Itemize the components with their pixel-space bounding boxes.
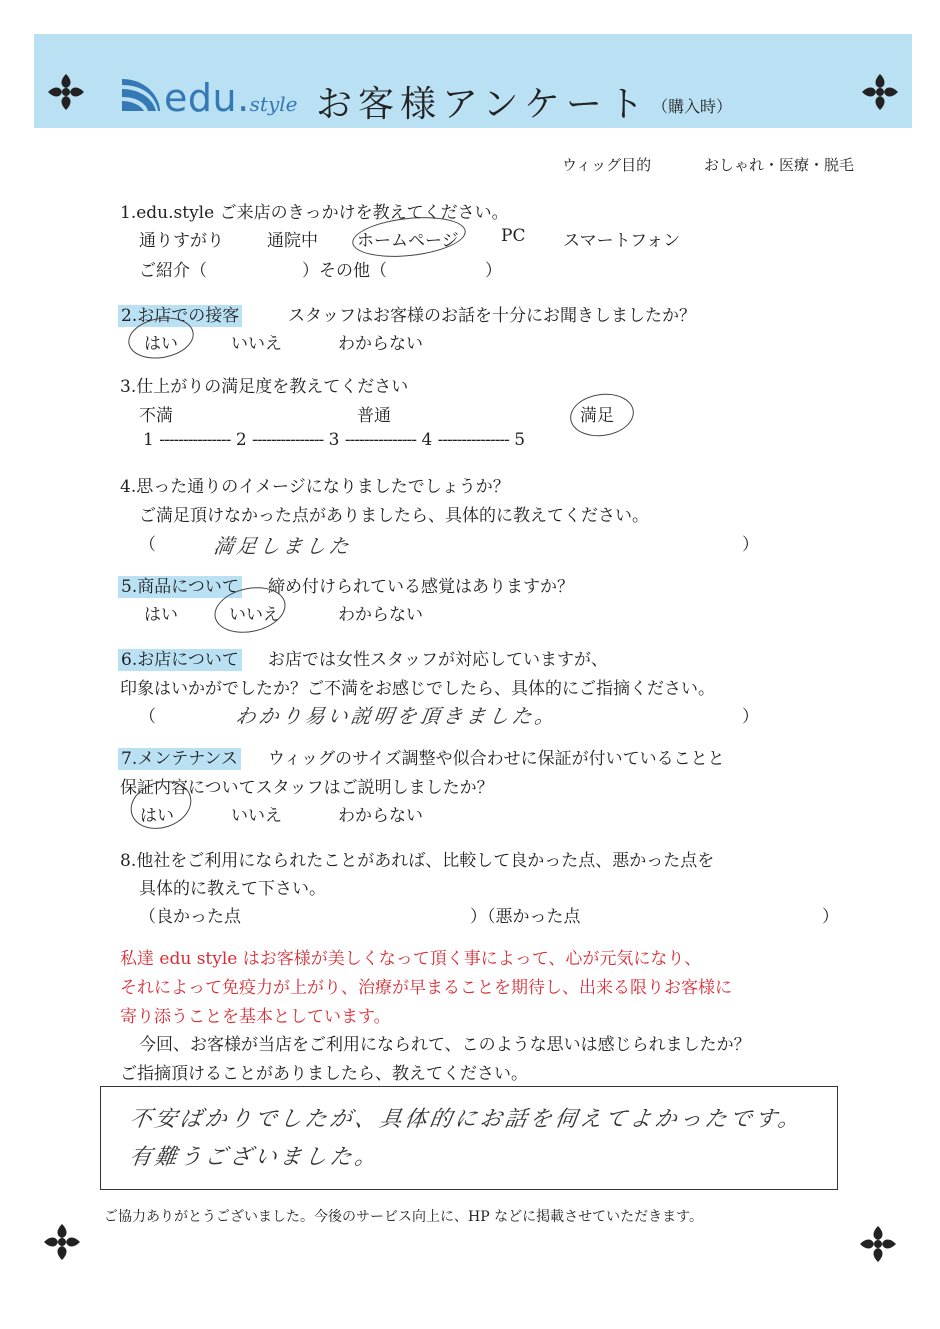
q4-open: （: [139, 535, 156, 555]
q1-referral: ご紹介（: [139, 261, 207, 281]
q2-option-selected[interactable]: はい: [144, 334, 178, 354]
q1-option[interactable]: スマートフォン: [563, 231, 681, 251]
message-question-line: 今回、お客様が当店をご利用になられて、このような思いは感じられましたか？: [139, 1035, 751, 1055]
q3-dashes: ---------------: [252, 430, 324, 450]
q6-sub: 印象はいかがでしたか？ご不満をお感じでしたら、具体的にご指摘ください。: [120, 679, 715, 699]
floral-ornament-icon: [856, 1222, 900, 1266]
free-answer-line: 有難うございました。: [127, 1145, 382, 1170]
q6-answer[interactable]: わかり易い説明を頂きました。: [234, 704, 560, 728]
q5-heading: [118, 572, 242, 597]
q7-heading: [118, 744, 241, 769]
purpose-value: おしゃれ・医療・脱毛: [704, 156, 855, 174]
q4-sub: ご満足頂けなかった点がありましたら、具体的に教えてください。: [139, 506, 649, 526]
q7-question: ウィッグのサイズ調整や似合わせに保証が付いていることと: [268, 749, 725, 769]
q3-selection-circle: [567, 390, 636, 440]
q8-good-label: （良かった点: [139, 907, 241, 927]
q8-bad-label: ）（悪かった点: [470, 907, 581, 927]
q3-dashes: ---------------: [159, 430, 231, 450]
q7-option[interactable]: わからない: [338, 806, 423, 826]
q6-close: ）: [742, 707, 759, 727]
q3-scale-value[interactable]: 2: [235, 430, 247, 450]
q2-heading-text: 2.お店での接客: [118, 305, 242, 327]
q1-other: ）その他（: [302, 261, 387, 281]
q6-open: （: [139, 707, 156, 727]
message-red-line: 私達 edu style はお客様が美しくなって頂く事によって、心が元気になり、: [120, 949, 702, 969]
q6-heading: [118, 645, 242, 670]
q3-label-high: 満足: [580, 406, 614, 426]
q3-scale: [143, 430, 525, 450]
message-question-line: ご指摘頂けることがありましたら、教えてください。: [120, 1064, 528, 1084]
q1-option[interactable]: 通りすがり: [139, 231, 224, 251]
q1-option[interactable]: PC: [501, 226, 526, 246]
q5-question: 締め付けられている感覚はありますか？: [268, 577, 574, 597]
q3-dashes: ---------------: [344, 430, 417, 450]
q4-close: ）: [742, 535, 759, 555]
q7-option[interactable]: いいえ: [231, 806, 282, 826]
q2-option[interactable]: わからない: [338, 334, 423, 354]
footer-text: ご協力ありがとうございました。今後のサービス向上に、HP などに掲載させていただきます。: [104, 1209, 703, 1225]
edu-style-logo-icon: [120, 77, 160, 113]
q8-question: 8.他社をご利用になられたことがあれば、比較して良かった点、悪かった点を: [120, 851, 715, 871]
q5-heading-text: 5.商品について: [118, 576, 242, 598]
q2-question: スタッフはお客様のお話を十分にお聞きしましたか？: [288, 306, 696, 326]
page-title: お客様アンケート: [316, 84, 650, 125]
q4-answer[interactable]: 満足しました: [212, 534, 354, 558]
floral-ornament-icon: [858, 70, 902, 114]
q5-option[interactable]: わからない: [338, 605, 423, 625]
q6-heading-text: 6.お店について: [118, 649, 242, 671]
q7-sub: 保証内容についてスタッフはご説明しましたか？: [120, 778, 494, 798]
page-subtitle: （購入時）: [652, 97, 733, 116]
q2-option[interactable]: いいえ: [231, 334, 282, 354]
q3-scale-value-selected[interactable]: 5: [514, 430, 526, 450]
q1-option[interactable]: 通院中: [267, 231, 318, 251]
q5-option-selected[interactable]: いいえ: [229, 605, 280, 625]
q5-option[interactable]: はい: [144, 605, 178, 625]
q7-option-selected[interactable]: はい: [140, 806, 174, 826]
logo-sub: style: [249, 92, 298, 116]
q3-label-low: 不満: [139, 406, 173, 426]
free-answer-line: 不安ばかりでしたが、具体的にお話を伺えてよかったです。: [127, 1107, 805, 1132]
q7-heading-text: 7.メンテナンス: [118, 748, 241, 770]
q8-sub: 具体的に教えて下さい。: [139, 879, 326, 899]
q1-option-selected[interactable]: ホームページ: [357, 231, 459, 251]
q3-scale-value[interactable]: 1: [143, 430, 154, 450]
floral-ornament-icon: [44, 70, 88, 114]
q1-other-close: ）: [485, 261, 502, 281]
q3-dashes: ---------------: [437, 430, 509, 450]
q3-question: 3.仕上がりの満足度を教えてください: [120, 377, 409, 397]
q3-label-mid: 普通: [357, 406, 391, 426]
q3-scale-value[interactable]: 3: [328, 430, 340, 450]
purpose-label: ウィッグ目的: [562, 156, 652, 174]
q1-question: 1.edu.style ご来店のきっかけを教えてください。: [120, 203, 509, 223]
q6-question: お店では女性スタッフが対応していますが、: [268, 650, 608, 670]
q8-close: ）: [822, 907, 839, 927]
floral-ornament-icon: [40, 1220, 84, 1264]
message-red-line: それによって免疫力が上がり、治療が早まることを期待し、出来る限りお客様に: [120, 978, 732, 998]
q3-scale-value[interactable]: 4: [421, 430, 433, 450]
q4-question: 4.思った通りのイメージになりましたでしょうか？: [120, 477, 510, 497]
logo-main: edu.: [164, 76, 250, 120]
logo: [164, 76, 298, 120]
message-red-line: 寄り添うことを基本としています。: [120, 1007, 391, 1027]
